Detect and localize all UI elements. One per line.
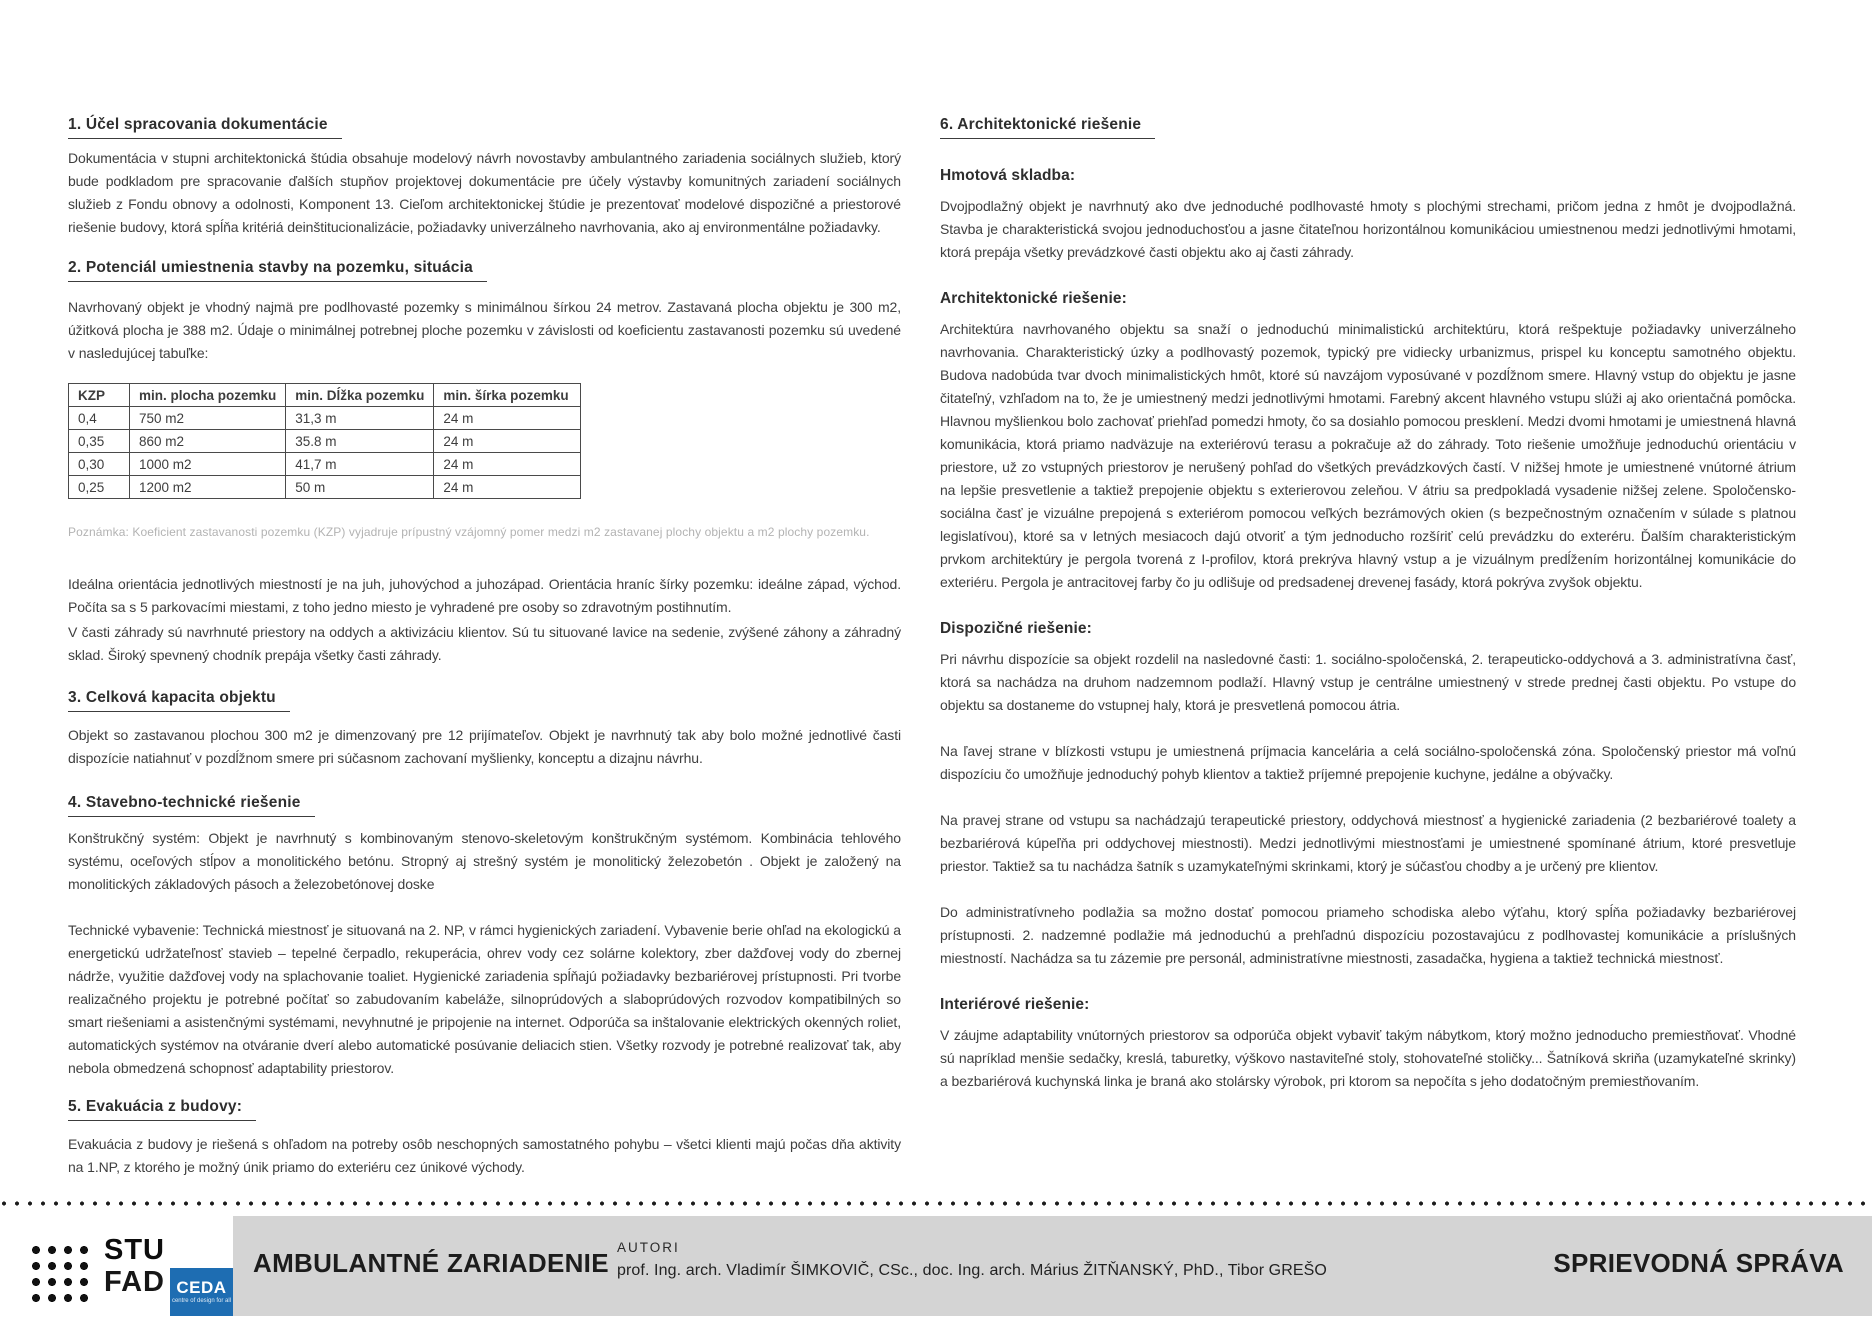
subsection-dispozicne-heading: Dispozičné riešenie: [940, 620, 1092, 637]
fad-logo-text: FAD [104, 1266, 165, 1298]
subsection-interierove-paragraph: V záujme adaptability vnútorných priestorov sa odporúča objekt vybaviť takým nábytkom, ktorý možno jednoducho premiestňovať. Vhodné sú napríklad menšie sedačky, kreslá, taburetky, výškovo nastaviteľné stoly, stohovateľné stoličky... Šatníková skriňa (uzamykateľné skrinky) a bezbariérová kuchynská linka je braná ako stolársky výrobok, pri ktorom sa nepočíta s jeho dodatočným premiestňovaním. [940, 1027, 1796, 1089]
section-3-heading: 3. Celková kapacita objektu [68, 689, 290, 712]
table-cell: 50 m [286, 476, 434, 499]
section-2 [68, 259, 901, 667]
section-1-paragraph: Dokumentácia v stupni architektonická štúdia obsahuje modelový návrh novostavby ambulantného zariadenia sociálnych služieb, ktorý bude podkladom pre spracovanie ďalších stupňov projektovej dokumentácie pre účely výstavby komunitných zariadení sociálnych služieb z Fondu obnovy a odolnosti, Komponent 13. Cieľom architektonickej štúdie je prezentovať modelové dispozičné a priestorové riešenie budovy, ktorá spĺňa kritériá deinštitucionalizácie, požiadavky univerzálneho navrhovania, ako aj environmentálne požiadavky. [68, 150, 901, 235]
section-6 [940, 116, 1796, 1093]
table-cell: 0,30 [69, 453, 130, 476]
kzp-col-header: min. Dĺžka pozemku [286, 384, 434, 407]
kzp-col-header: min. šírka pozemku [434, 384, 581, 407]
right-column [940, 110, 1796, 1093]
section-2-heading: 2. Potenciál umiestnenia stavby na pozemku, situácia [68, 259, 487, 282]
ceda-logo-subtext: centre of design for all [171, 1298, 232, 1304]
table-cell: 41,7 m [286, 453, 434, 476]
subsection-hmotova-heading: Hmotová skladba: [940, 167, 1076, 184]
table-cell: 750 m2 [130, 407, 286, 430]
subsection-hmotova-paragraph: Dvojpodlažný objekt je navrhnutý ako dve jednoduché podlhovasté hmoty s plochými strechami, pričom jedna z hmôt je dvojpodlažná. Stavba je charakteristická svojou jednoduchosťou a jasne čitateľnou horizontálnou komunikáciou umiestnenou medzi jednotlivými hmotami, ktorá prepája všetky prevádzkové časti objektu ako aj časti záhrady. [940, 198, 1796, 260]
table-cell: 1000 m2 [130, 453, 286, 476]
authors-names: prof. Ing. arch. Vladimír ŠIMKOVIČ, CSc., doc. Ing. arch. Márius ŽITŇANSKÝ, PhD., Tibor GREŠO [617, 1262, 1327, 1279]
subsection-interierove-heading: Interiérové riešenie: [940, 996, 1090, 1013]
dotted-divider [0, 1200, 1872, 1207]
section-5-heading: 5. Evakuácia z budovy: [68, 1098, 256, 1121]
section-1-heading: 1. Účel spracovania dokumentácie [68, 116, 342, 139]
table-cell: 0,25 [69, 476, 130, 499]
stu-dots-logo-icon [28, 1242, 92, 1306]
section-4-heading: 4. Stavebno-technické riešenie [68, 794, 315, 817]
kzp-table-header-row [69, 384, 581, 407]
section-3-paragraph: Objekt so zastavanou plochou 300 m2 je dimenzovaný pre 12 prijímateľov. Objekt je navrhnutý tak aby bolo možné jednotlivé časti dispozície natiahnuť v pozdĺžnom smere pri súčasnom zachovaní myšlienky, konceptu a dizajnu návrhu. [68, 727, 901, 766]
subsection-dispozicne-paragraph-1: Pri návrhu dispozície sa objekt rozdelil na nasledovné časti: 1. sociálno-spoločenská, 2. terapeuticko-oddychová a 3. administratívna časť, ktorá sa nachádza na druhom nadzemnom podlaží. Hlavný vstup je centrálne umiestnený v strede prednej časti objektu. Po vstupe do objektu sa dostaneme do vstupnej haly, ktorá je presvetlená pomocou átria. [940, 651, 1796, 713]
subsection-dispozicne-paragraph-2: Na ľavej strane v blízkosti vstupu je umiestnená príjmacia kancelária a celá sociálno-spoločenská zóna. Spoločenský priestor má voľnú dispozíciu čo umožňuje jednoduchý pohyb klientov a taktiež príjemné prepojenie kuchyne, jedálne a obývačky. [940, 743, 1796, 782]
section-1 [68, 116, 901, 239]
section-4-paragraph-1: Konštrukčný systém: Objekt je navrhnutý s kombinovaným stenovo-skeletovým konštrukčným systémom. Kombinácia tehlového systému, oceľových stĺpov a monolitického betónu. Stropný aj strešný systém je monolitický železobetón . Objekt je založený na monolitických základových pásoch a železobetónovej doske [68, 830, 901, 892]
section-2-paragraph-1: Navrhovaný objekt je vhodný najmä pre podlhovasté pozemky s minimálnou šírkou 24 metrov. Zastavaná plocha objektu je 300 m2, úžitková plocha je 388 m2. Údaje o minimálnej potrebnej ploche pozemku v závislosti od koeficientu zastavanosti pozemku sú uvedené v nasledujúcej tabuľke: [68, 299, 901, 361]
left-column [68, 110, 901, 1179]
document-title: SPRIEVODNÁ SPRÁVA [1553, 1248, 1844, 1278]
section-4-paragraph-2: Technické vybavenie: Technická miestnosť je situovaná na 2. NP, v rámci hygienických zariadení. Vybavenie berie ohľad na ekologickú a energetickú udržateľnosť stavieb – tepelné čerpadlo, rekuperácia, ohrev vody cez solárne kolektory, zber dažďovej vody do zbernej nádrže, využitie dažďovej vody na splachovanie toaliet. Hygienické zariadenia spĺňajú požiadavky bezbariérovej prístupnosti. Pri tvorbe realizačného projektu je potrebné počítať so zabudovaním kabeláže, silnoprúdových a slaboprúdových rozvodov kompatibilných so smart riešeniami a asistenčnými systémami, nevyhnutné je pripojenie na internet. Odporúča sa inštalovanie elektrických okenných roliet, automatických systémov na otváranie dverí alebo automatické posúvanie deliacich stien. Všetky rozvody je potrebné realizovať tak, aby nebola obmedzená schopnosť adaptability priestorov. [68, 922, 901, 1076]
section-3 [68, 689, 901, 770]
subsection-architektonicke-paragraph: Architektúra navrhovaného objektu sa snaží o jednoduchú minimalistickú architektúru, ktorá rešpektuje požiadavky univerzálneho navrhovania. Charakteristický úzky a podlhovastý pozemok, typický pre vidiecky urbanizmus, prispel ku konceptu samotného objektu. Budova nadobúda tvar dvoch minimalistických hmôt, ktoré sú navzájom vyposúvané v pozdĺžnom smere. Hlavný vstup do objektu je jasne čitateľný, vzhľadom na to, že je umiestnený medzi jednotlivými hmotami. Farebný akcent hlavného vstupu slúži aj ako orientačná pomôcka. Hlavnou myšlienkou bolo zachovať priehľad pomedzi hmoty, čo sa dosiahlo pomocou presklení. Medzi dvomi hmotami je umiestnená hlavná komunikácia, ktorá priamo nadväzuje na exteriérovú terasu a pokračuje až do záhrady. Toto riešenie umožňuje jednoduchú orientáciu v priestore, už zo vstupných priestorov je nerušený pohľad do všetkých prevádzkových častí. V nižšej hmote je umiestnené vnútorné átrium na lepšie presvetlenie a taktiež prepojenie objektu s exterierovou zeleňou. V átriu sa predpokladá vysadenie nižšej zelene. Spoločensko-sociálna časť je vizuálne prepojená s exteriérom pomocou veľkých bezrámových okien (s bezpečnostným označením v súlade s platnou legislatívou), ktoré sa v letných mesiacoch dajú otvoriť a tým jednoducho rozšíriť celú prevádzku do exteréru. Ďalším charakteristickým prvkom architektúry je pergola tvorená z I-profilov, ktorá prekrýva hlavný vstup a je vizuálnym predĺžením horizontálnej komunikácie do exteriéru. Pergola je antracitovej farby čo ju odlišuje od predsadenej drevenej fasády, ktorá pokrýva zvyšok objektu. [940, 321, 1796, 590]
subsection-architektonicke-heading: Architektonické riešenie: [940, 290, 1127, 307]
section-2-paragraph-3: V časti záhrady sú navrhnuté priestory na oddych a aktivizáciu klientov. Sú tu situované lavice na sedenie, zvýšené záhony a záhradný sklad. Široký spevnený chodník prepája všetky časti záhrady. [68, 624, 901, 663]
table-row [69, 453, 581, 476]
table-cell: 860 m2 [130, 430, 286, 453]
table-cell: 24 m [434, 476, 581, 499]
ceda-logo [170, 1268, 233, 1316]
table-cell: 0,4 [69, 407, 130, 430]
section-5-paragraph: Evakuácia z budovy je riešená s ohľadom na potreby osôb neschopných samostatného pohybu – všetci klienti majú počas dňa aktivity na 1.NP, z ktorého je možný únik priamo do exteriéru cez únikové východy. [68, 1136, 901, 1175]
table-cell: 24 m [434, 430, 581, 453]
logo-panel [0, 1216, 233, 1324]
table-cell: 0,35 [69, 430, 130, 453]
table-cell: 35.8 m [286, 430, 434, 453]
subsection-dispozicne-paragraph-3: Na pravej strane od vstupu sa nachádzajú terapeutické priestory, oddychová miestnosť a hygienické zariadenia (2 bezbariérové toalety a bezbariérová kúpeľňa pri oddychovej miestnosti). Medzi jednotlivými miestnosťami je umiestnené spomínané átrium, ktoré presvetluje priestor. Taktiež sa tu nachádza šatník s uzamykateľnými skrinkami, ktorý je súčasťou chodby a je určený pre klientov. [940, 812, 1796, 874]
table-cell: 31,3 m [286, 407, 434, 430]
project-title: AMBULANTNÉ ZARIADENIE [253, 1248, 609, 1278]
section-4 [68, 794, 901, 1080]
section-5 [68, 1098, 901, 1179]
stu-logo-text: STU [104, 1234, 165, 1266]
section-6-heading: 6. Architektonické riešenie [940, 116, 1155, 139]
authors-label: AUTORI [617, 1240, 680, 1255]
table-cell: 24 m [434, 453, 581, 476]
table-cell: 24 m [434, 407, 581, 430]
table-footnote: Poznámka: Koeficient zastavanosti pozemku (KZP) vyjadruje prípustný vzájomný pomer medzi m2 zastavanej plochy objektu a m2 plochy pozemku. [68, 525, 870, 539]
kzp-col-header: min. plocha pozemku [130, 384, 286, 407]
subsection-dispozicne-paragraph-4: Do administratívneho podlažia sa možno dostať pomocou priameho schodiska alebo výťahu, ktorý spĺňa požiadavky bezbariérovej prístupnosti. 2. nadzemné podlažie má jednoduchú a prehľadnú dispozíciu pozostavajúcu z podlhovastej komunikácie a príslušných miestností. Nachádza sa tu zázemie pre personál, administratívne miestnosti, zasadačka, hygiena a taktiež technická miestnosť. [940, 904, 1796, 966]
table-row [69, 476, 581, 499]
ceda-logo-text: CEDA [176, 1278, 227, 1297]
kzp-col-header: KZP [69, 384, 130, 407]
table-row [69, 407, 581, 430]
section-2-paragraph-2: Ideálna orientácia jednotlivých miestností je na juh, juhovýchod a juhozápad. Orientácia hraníc šírky pozemku: ideálne západ, východ. Počíta sa s 5 parkovacími miestami, z toho jedno miesto je vyhradené pre osoby so zdravotným postihnutím. [68, 576, 901, 615]
table-row [69, 430, 581, 453]
kzp-table [68, 383, 581, 499]
table-cell: 1200 m2 [130, 476, 286, 499]
